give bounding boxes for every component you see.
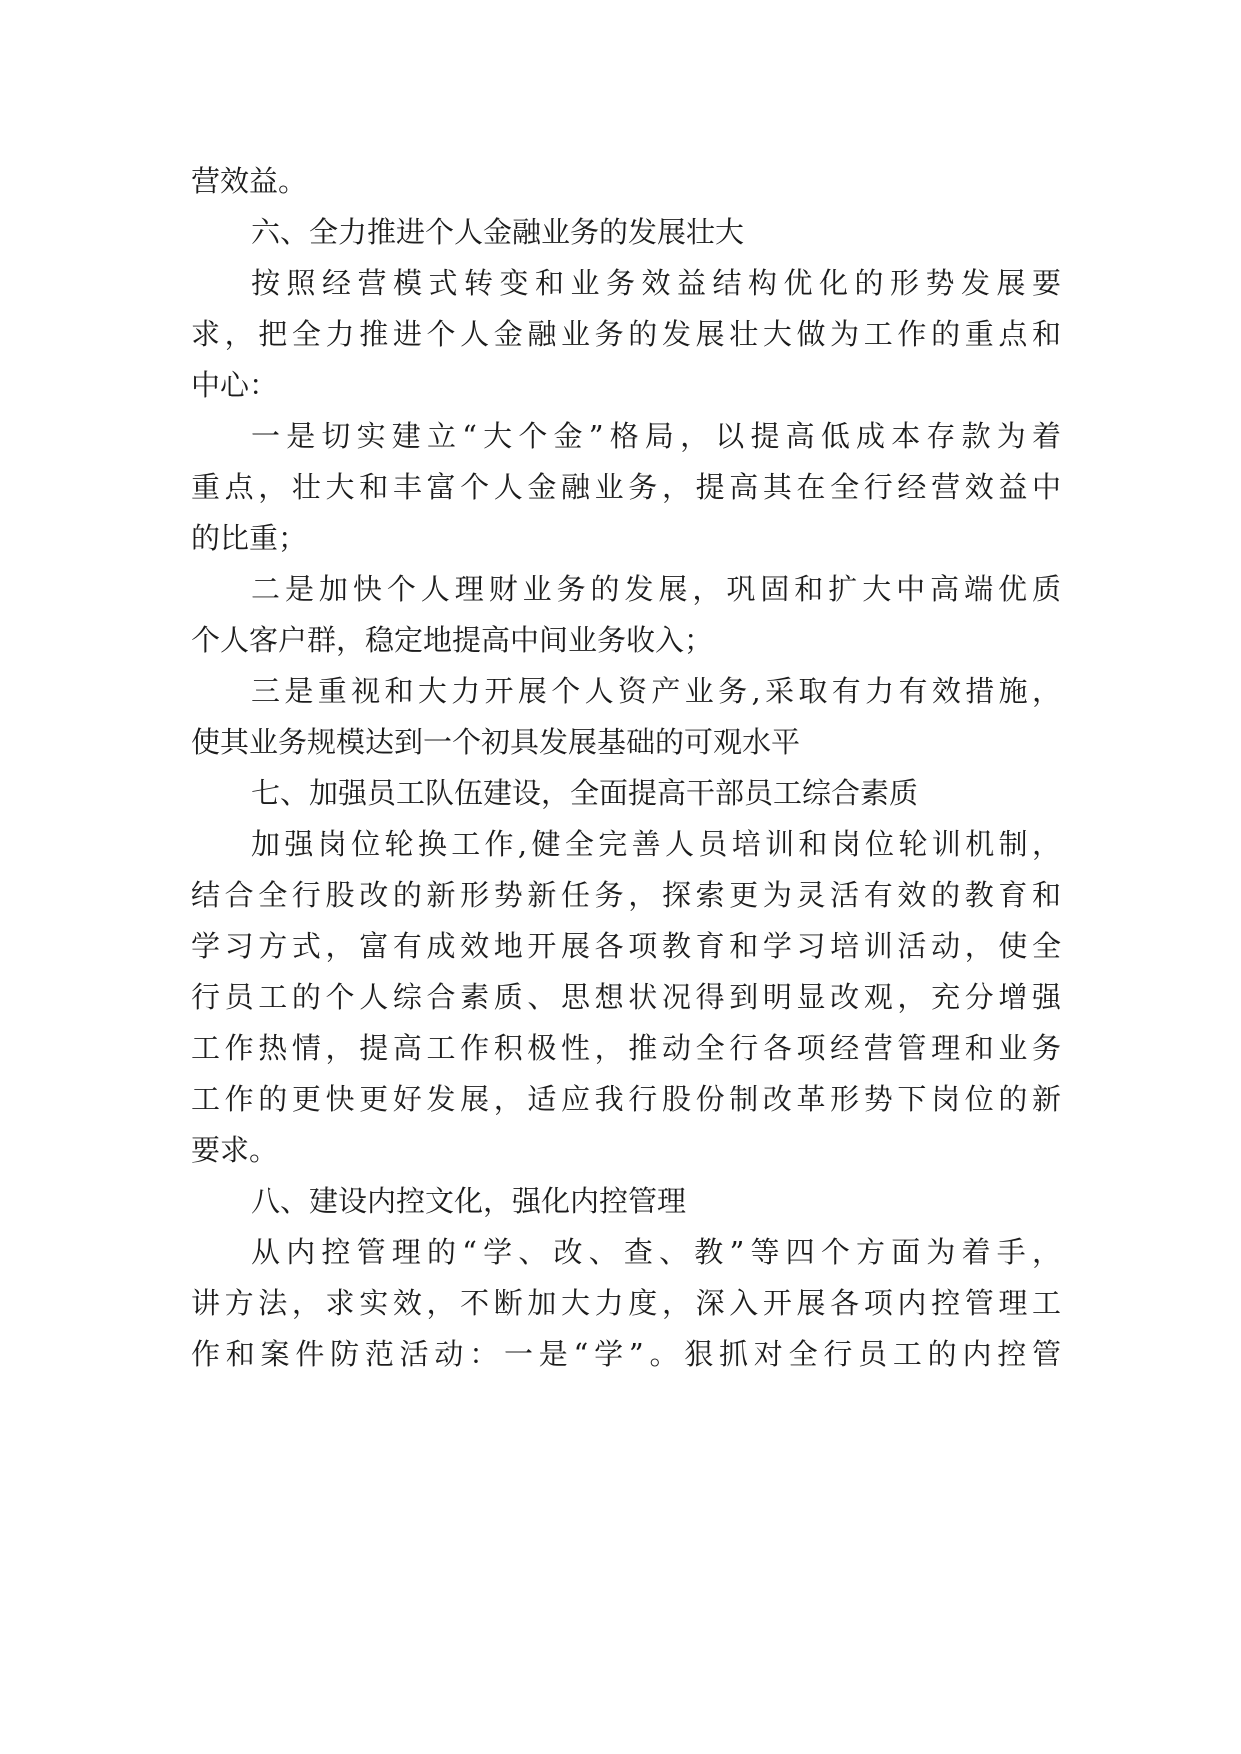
paragraph-line: 讲方法，求实效，不断加大力度，深入开展各项内控管理工 <box>191 1286 1061 1320</box>
paragraph-line: 学习方式，富有成效地开展各项教育和学习培训活动，使全 <box>191 929 1061 963</box>
paragraph-line: 个人客户群，稳定地提高中间业务收入； <box>191 623 714 657</box>
paragraph-line: 一是切实建立“大个金”格局，以提高低成本存款为着 <box>251 419 1061 453</box>
paragraph-line: 工作热情，提高工作积极性，推动全行各项经营管理和业务 <box>191 1031 1061 1065</box>
section-heading: 六、全力推进个人金融业务的发展壮大 <box>251 215 745 249</box>
paragraph-line: 结合全行股改的新形势新任务，探索更为灵活有效的教育和 <box>191 878 1061 912</box>
section-heading: 八、建设内控文化，强化内控管理 <box>251 1184 687 1218</box>
paragraph-line: 中心： <box>191 368 279 402</box>
paragraph-line: 按照经营模式转变和业务效益结构优化的形势发展要 <box>251 266 1061 300</box>
paragraph-line: 使其业务规模达到一个初具发展基础的可观水平 <box>191 725 801 759</box>
paragraph-line: 工作的更快更好发展，适应我行股份制改革形势下岗位的新 <box>191 1082 1061 1116</box>
paragraph-line: 二是加快个人理财业务的发展，巩固和扩大中高端优质 <box>251 572 1061 606</box>
paragraph-line: 要求。 <box>191 1133 279 1167</box>
section-heading: 七、加强员工队伍建设，全面提高干部员工综合素质 <box>251 776 919 810</box>
paragraph-line: 行员工的个人综合素质、思想状况得到明显改观，充分增强 <box>191 980 1061 1014</box>
paragraph-line: 作和案件防范活动：一是“学”。狠抓对全行员工的内控管 <box>191 1337 1061 1371</box>
paragraph-line: 求，把全力推进个人金融业务的发展壮大做为工作的重点和 <box>191 317 1061 351</box>
paragraph-line: 三是重视和大力开展个人资产业务,采取有力有效措施， <box>251 674 1061 708</box>
paragraph-line: 的比重； <box>191 521 308 555</box>
paragraph-line: 营效益。 <box>191 164 308 198</box>
paragraph-line: 重点，壮大和丰富个人金融业务，提高其在全行经营效益中 <box>191 470 1061 504</box>
paragraph-line: 加强岗位轮换工作,健全完善人员培训和岗位轮训机制， <box>251 827 1061 861</box>
paragraph-line: 从内控管理的“学、改、查、教”等四个方面为着手， <box>251 1235 1061 1269</box>
